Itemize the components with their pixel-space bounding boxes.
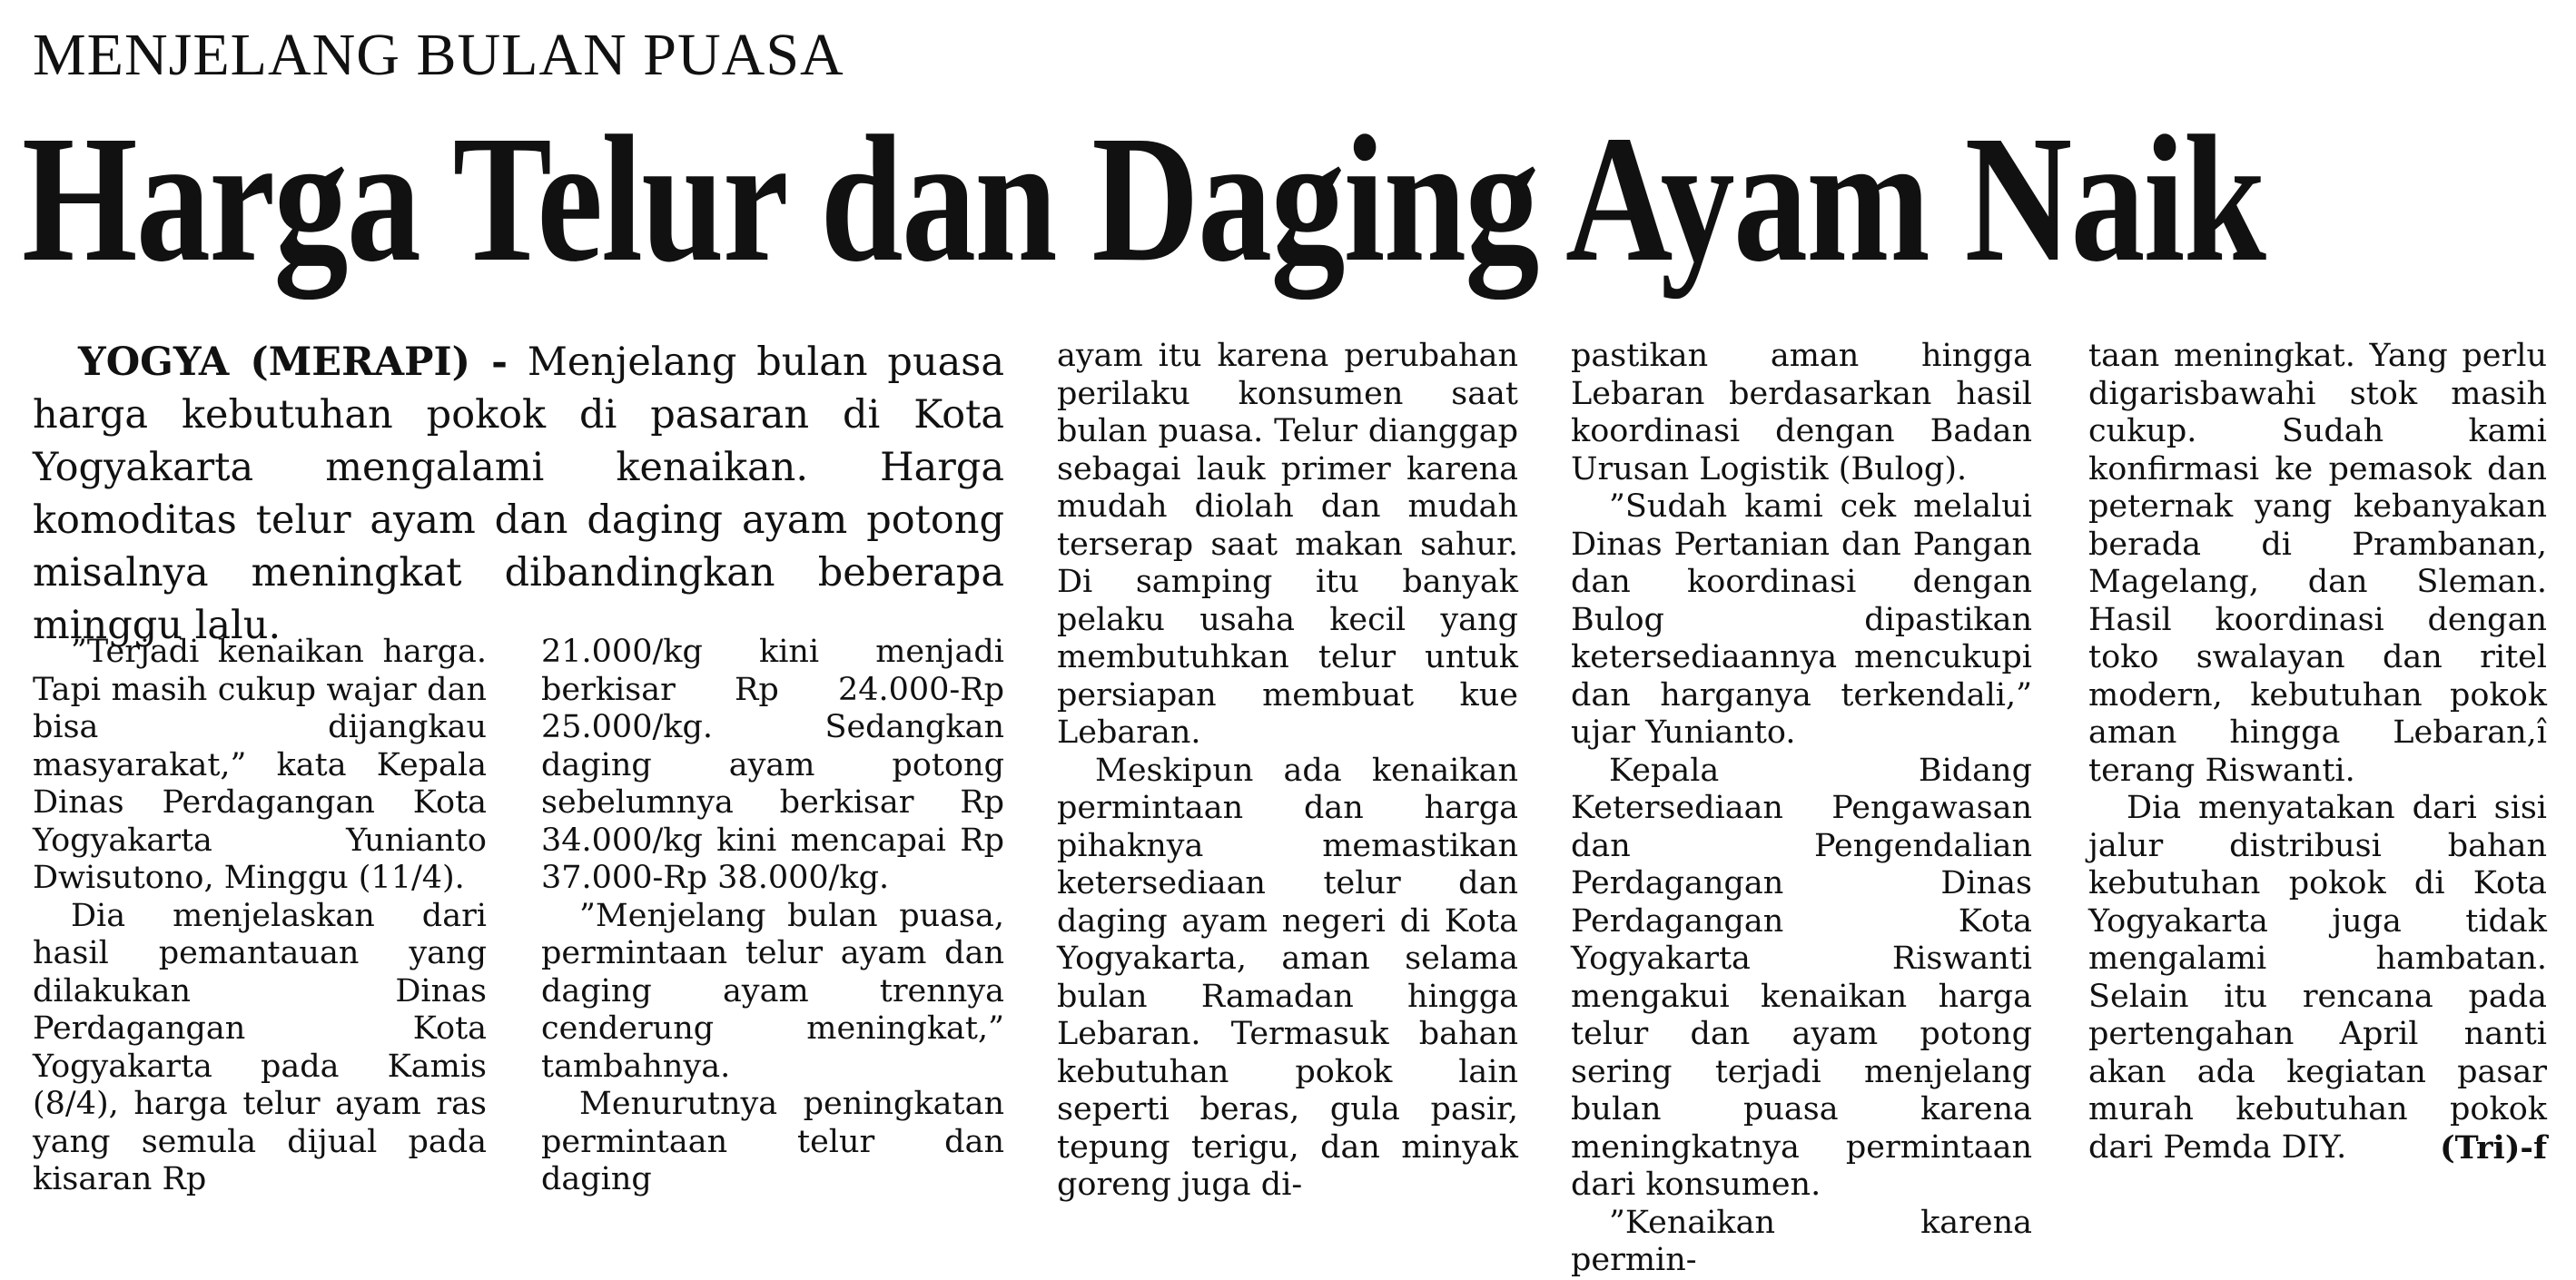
paragraph [2088, 790, 2547, 1167]
paragraph: Kepala Bidang Ketersediaan Pengawasan dan Pengendalian Perdagangan Dinas Perdagangan Kota Yogyakarta Riswanti mengakui kenaikan harga telur dan ayam potong sering terjadi menjelang bulan puasa karena meningkatnya permintaan dari konsumen. [1571, 752, 2032, 1203]
paragraph: taan meningkat. Yang perlu digarisbawahi stok masih cukup. Sudah kami konfirmasi ke pemasok dan peternak yang kebanyakan berada di Prambanan, Magelang, dan Sleman. Hasil koordinasi dengan toko swalayan dan ritel modern, kebutuhan pokok aman hingga Lebaran,î terang Riswanti. [2088, 338, 2547, 789]
paragraph: Dia menjelaskan dari hasil pemantauan yang dilakukan Dinas Perdagangan Kota Yogyakarta pada Kamis (8/4), harga telur ayam ras yang semula dijual pada kisaran Rp [33, 897, 487, 1197]
paragraph: pastikan aman hingga Lebaran berdasarkan hasil koordinasi dengan Badan Urusan Logistik (Bulog). [1571, 338, 2032, 487]
column-1 [33, 634, 487, 1199]
paragraph: 21.000/kg kini menjadi berkisar Rp 24.000-Rp 25.000/kg. Sedangkan daging ayam potong sebelumnya berkisar Rp 34.000/kg kini mencapai Rp 37.000-Rp 38.000/kg. [541, 634, 1004, 896]
column-5 [2088, 338, 2547, 1167]
column-4 [1571, 338, 2032, 1280]
paragraph: ”Kenaikan karena permin- [1571, 1204, 2032, 1278]
paragraph: ”Menjelang bulan puasa, permintaan telur ayam dan daging ayam trennya cenderung meningkat,” tambahnya. [541, 897, 1004, 1085]
paragraph: ”Terjadi kenaikan harga. Tapi masih cukup wajar dan bisa dijangkau masyarakat,” kata Kepala Dinas Perdagangan Kota Yogyakarta Yunianto Dwisutono, Minggu (11/4). [33, 634, 487, 896]
paragraph-text: Dia menyatakan dari sisi jalur distribusi bahan kebutuhan pokok di Kota Yogyakarta juga tidak mengalami hambatan. Selain itu rencana pada pertengahan April nanti akan ada kegiatan pasar murah kebutuhan pokok dari Pemda DIY. [2088, 790, 2547, 1166]
dateline: YOGYA (MERAPI) - [78, 340, 508, 385]
byline: (Tri)-f [2440, 1128, 2547, 1167]
lead-paragraph [33, 336, 1004, 652]
paragraph: Menurutnya peningkatan permintaan telur dan daging [541, 1086, 1004, 1197]
paragraph: Meskipun ada kenaikan permintaan dan harga pihaknya memastikan ketersediaan telur dan daging ayam negeri di Kota Yogyakarta, aman selama bulan Ramadan hingga Lebaran. Termasuk bahan kebutuhan pokok lain seperti beras, gula pasir, tepung terigu, dan minyak goreng juga di- [1057, 752, 1518, 1203]
column-3 [1057, 338, 1518, 1205]
kicker: MENJELANG BULAN PUASA [33, 22, 844, 88]
column-2 [541, 634, 1004, 1199]
paragraph: ayam itu karena perubahan perilaku konsumen saat bulan puasa. Telur dianggap sebagai lauk primer karena mudah diolah dan mudah terserap saat makan sahur. Di samping itu banyak pelaku usaha kecil yang membutuhkan telur untuk persiapan membuat kue Lebaran. [1057, 338, 1518, 751]
headline: Harga Telur dan Daging Ayam Naik [22, 99, 2265, 300]
lead-text: Menjelang bulan puasa harga kebutuhan pokok di pasaran di Kota Yogyakarta mengalami kenaikan. Harga komoditas telur ayam dan daging ayam potong misalnya meningkat dibandingkan beberapa minggu lalu. [33, 340, 1004, 648]
paragraph: ”Sudah kami cek melalui Dinas Pertanian dan Pangan dan koordinasi dengan Bulog dipastikan ketersediaannya mencukupi dan harganya terkendali,” ujar Yunianto. [1571, 488, 2032, 751]
